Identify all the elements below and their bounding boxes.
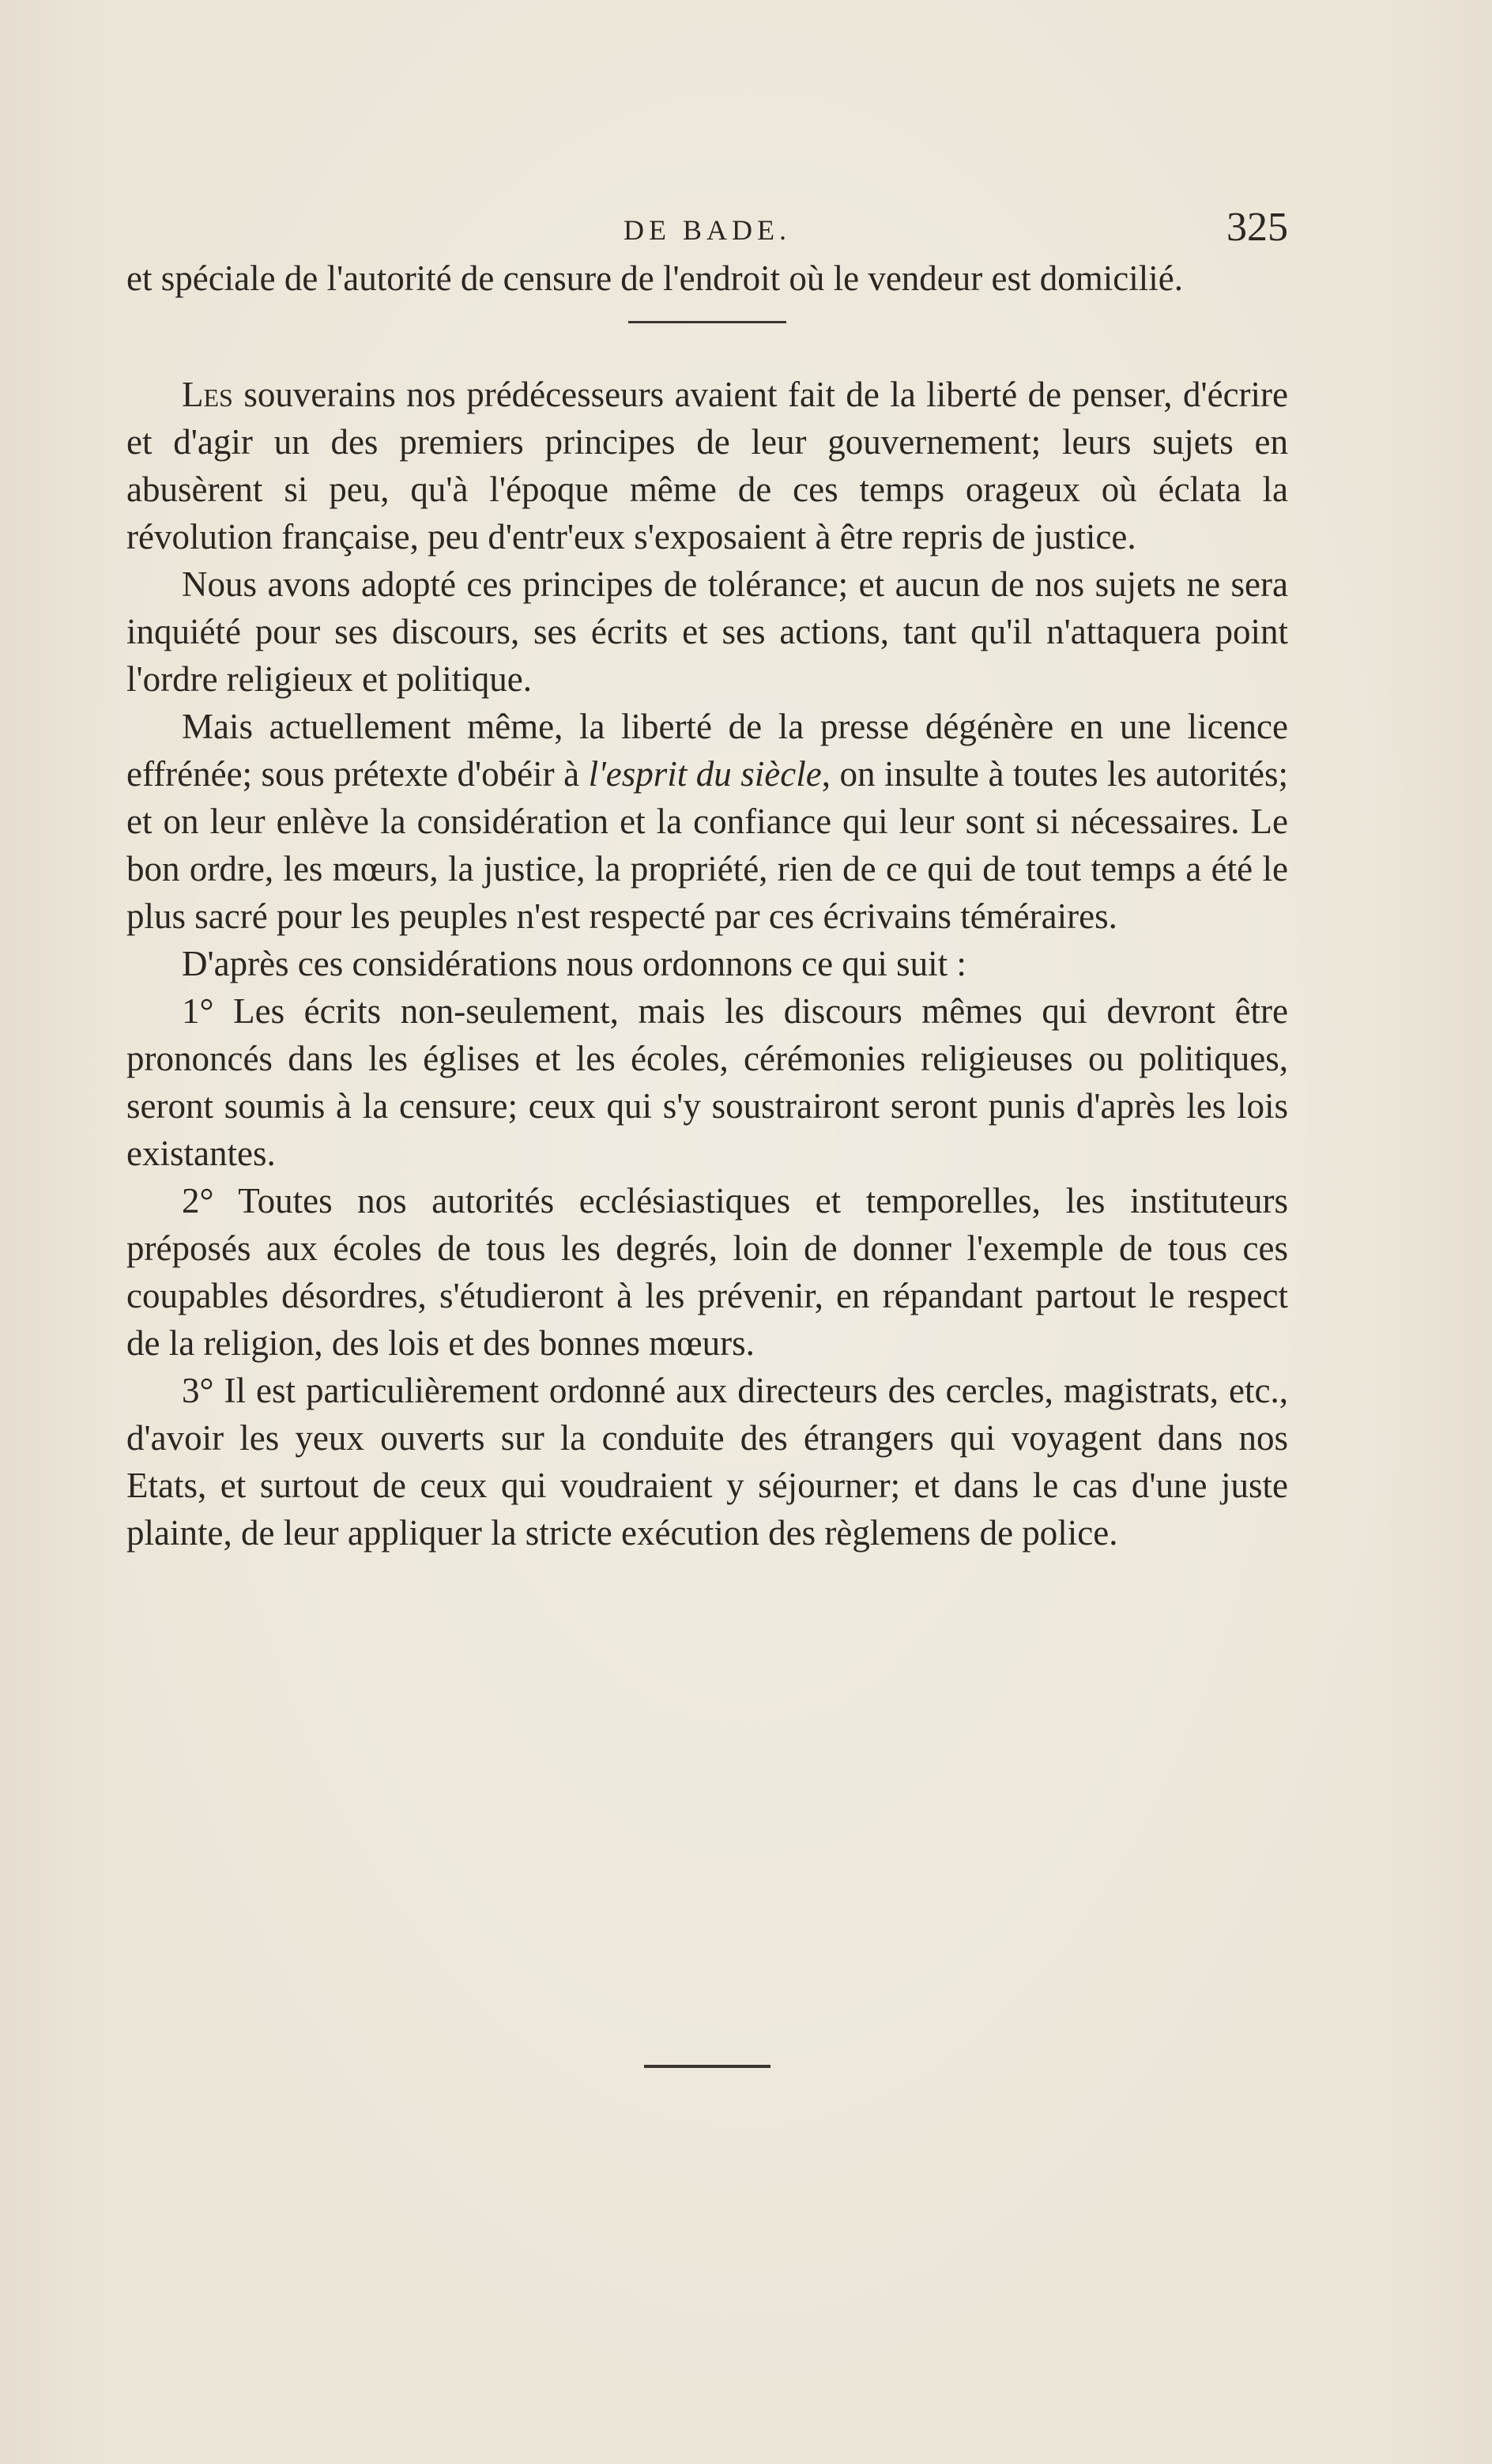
- page-number: 325: [1226, 205, 1288, 250]
- article-1: 1° Les écrits non-seulement, mais les discours mêmes qui devront être prononcés dans les églises et les écoles, cérémonies religieuses ou politiques, seront soumis à la censure; ceux qui s'y soustrairont seront punis d'après les lois existantes.: [126, 991, 1288, 1173]
- paragraph-4: D'après ces considérations nous ordonnons ce qui suit :: [182, 944, 966, 983]
- running-head: [126, 204, 1288, 251]
- article-3: 3° Il est particulièrement ordonné aux directeurs des cercles, magistrats, etc., d'avoir les yeux ouverts sur la conduite des étrangers qui voyagent dans nos Etats, et surtout de ceux qui voudraient y séjourner; et dans le cas d'une juste plainte, de leur appliquer la stricte exécution des règlemens de police.: [126, 1371, 1288, 1553]
- paragraph-3-italic: l'esprit du siècle: [588, 754, 822, 794]
- end-rule: [644, 2065, 770, 2068]
- running-title: DE BADE.: [624, 214, 791, 246]
- paragraph-1: [126, 371, 1288, 560]
- paragraph-2: Nous avons adopté ces principes de tolérance; et aucun de nos sujets ne sera inquiété pour ses discours, ses écrits et ses actions, tant qu'il n'attaquera point l'ordre religieux et politique.: [126, 564, 1288, 699]
- paragraph-3: [126, 703, 1288, 940]
- paragraph-continuation: et spéciale de l'autorité de censure de l'endroit où le vendeur est domicilié.: [126, 258, 1183, 298]
- body-text: [126, 255, 1288, 1557]
- paragraph-1-text: souverains nos prédécesseurs avaient fait de la liberté de penser, d'écrire et d'agir un des premiers principes de leur gouvernement; leurs sujets en abusèrent si peu, qu'à l'époque même de ces temps orageux où éclata la révolution française, peu d'entr'eux s'exposaient à être repris de justice.: [126, 375, 1288, 557]
- paragraph-3-part-b: , on insulte à toutes les autorités; et on leur enlève la considération et la confiance qui leur sont si nécessaires. Le bon ordre, les mœurs, la justice, la propriété, rien de ce qui de tout temps a été le plus sacré pour les peuples n'est respecté par ces écrivains téméraires.: [126, 754, 1288, 936]
- paragraph-1-lead: Les: [182, 375, 233, 414]
- article-2: 2° Toutes nos autorités ecclésiastiques et temporelles, les instituteurs préposés aux écoles de tous les degrés, loin de donner l'exemple de tous ces coupables désordres, s'étudieront à les prévenir, en répandant partout le respect de la religion, des lois et des bonnes mœurs.: [126, 1181, 1288, 1363]
- paragraph-3-part-a: Mais actuellement même, la liberté de la presse dégénère en une licence effrénée; sous prétexte d'obéir à: [126, 707, 1288, 794]
- section-separator: [628, 321, 786, 323]
